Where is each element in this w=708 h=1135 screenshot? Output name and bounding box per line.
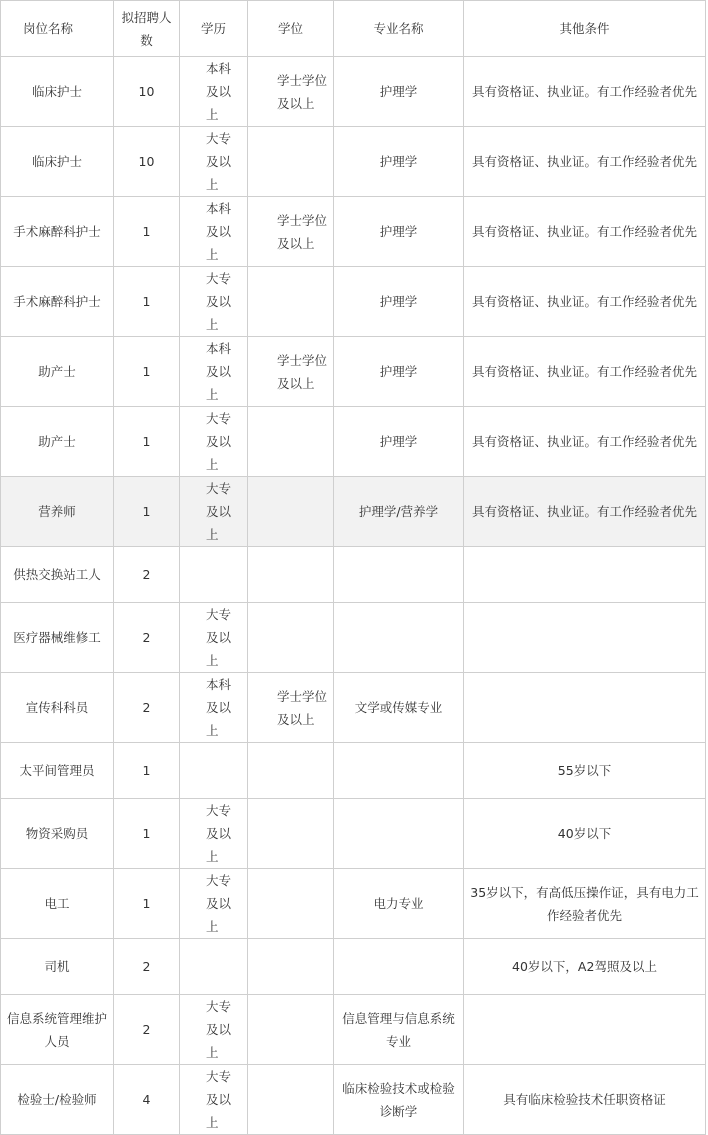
table-row (1, 939, 706, 995)
cell-other-conditions: 具有资格证、执业证。有工作经验者优先 (464, 407, 706, 477)
cell-other-conditions: 具有资格证、执业证。有工作经验者优先 (464, 477, 706, 547)
cell-position-name: 物资采购员 (1, 799, 114, 869)
cell-count: 1 (114, 799, 180, 869)
cell-degree (248, 799, 334, 869)
cell-position-name: 信息系统管理维护人员 (1, 995, 114, 1065)
cell-education: 本科及以上 (180, 673, 248, 743)
cell-count: 10 (114, 127, 180, 197)
cell-major (334, 603, 464, 673)
cell-degree: 学士学位及以上 (248, 197, 334, 267)
table-row (1, 407, 706, 477)
cell-position-name: 宣传科科员 (1, 673, 114, 743)
cell-position-name: 临床护士 (1, 57, 114, 127)
cell-major (334, 799, 464, 869)
cell-position-name: 手术麻醉科护士 (1, 267, 114, 337)
cell-major: 临床检验技术或检验诊断学 (334, 1065, 464, 1135)
cell-position-name: 电工 (1, 869, 114, 939)
table-row (1, 799, 706, 869)
header-education: 学历 (180, 1, 248, 57)
cell-position-name: 助产士 (1, 337, 114, 407)
cell-degree (248, 407, 334, 477)
table-row (1, 477, 706, 547)
table-row (1, 337, 706, 407)
cell-position-name: 太平间管理员 (1, 743, 114, 799)
cell-other-conditions (464, 995, 706, 1065)
cell-major (334, 939, 464, 995)
cell-degree (248, 477, 334, 547)
cell-count: 10 (114, 57, 180, 127)
cell-major: 信息管理与信息系统专业 (334, 995, 464, 1065)
header-count: 拟招聘人数 (114, 1, 180, 57)
cell-degree (248, 995, 334, 1065)
cell-major: 护理学 (334, 197, 464, 267)
cell-degree (248, 267, 334, 337)
cell-degree (248, 547, 334, 603)
table-row (1, 197, 706, 267)
table-row (1, 1065, 706, 1135)
cell-degree (248, 1065, 334, 1135)
cell-education: 大专及以上 (180, 995, 248, 1065)
table-row (1, 57, 706, 127)
cell-count: 2 (114, 673, 180, 743)
cell-education: 大专及以上 (180, 477, 248, 547)
cell-other-conditions (464, 673, 706, 743)
header-major: 专业名称 (334, 1, 464, 57)
table-body (1, 57, 706, 1135)
cell-education: 大专及以上 (180, 407, 248, 477)
cell-major: 护理学 (334, 127, 464, 197)
cell-major: 护理学 (334, 337, 464, 407)
cell-position-name: 手术麻醉科护士 (1, 197, 114, 267)
table-row (1, 267, 706, 337)
cell-position-name: 医疗器械维修工 (1, 603, 114, 673)
cell-position-name: 营养师 (1, 477, 114, 547)
cell-education: 大专及以上 (180, 799, 248, 869)
cell-count: 1 (114, 743, 180, 799)
cell-position-name: 司机 (1, 939, 114, 995)
cell-education: 大专及以上 (180, 267, 248, 337)
cell-other-conditions: 具有资格证、执业证。有工作经验者优先 (464, 127, 706, 197)
cell-other-conditions: 具有资格证、执业证。有工作经验者优先 (464, 337, 706, 407)
cell-major: 护理学 (334, 57, 464, 127)
cell-other-conditions (464, 603, 706, 673)
cell-degree (248, 939, 334, 995)
table-row (1, 603, 706, 673)
cell-count: 2 (114, 939, 180, 995)
cell-major (334, 743, 464, 799)
cell-other-conditions (464, 547, 706, 603)
cell-degree (248, 869, 334, 939)
cell-degree (248, 743, 334, 799)
cell-count: 1 (114, 197, 180, 267)
cell-major: 护理学/营养学 (334, 477, 464, 547)
header-other-conditions: 其他条件 (464, 1, 706, 57)
cell-major: 文学或传媒专业 (334, 673, 464, 743)
cell-count: 2 (114, 603, 180, 673)
cell-major (334, 547, 464, 603)
cell-count: 2 (114, 995, 180, 1065)
cell-count: 1 (114, 477, 180, 547)
cell-count: 1 (114, 267, 180, 337)
cell-major: 护理学 (334, 267, 464, 337)
table-header-row (1, 1, 706, 57)
cell-count: 2 (114, 547, 180, 603)
cell-education: 本科及以上 (180, 337, 248, 407)
cell-education (180, 743, 248, 799)
table-row (1, 127, 706, 197)
cell-degree (248, 127, 334, 197)
table-row (1, 673, 706, 743)
cell-position-name: 临床护士 (1, 127, 114, 197)
cell-degree: 学士学位及以上 (248, 673, 334, 743)
cell-position-name: 助产士 (1, 407, 114, 477)
cell-count: 1 (114, 337, 180, 407)
cell-other-conditions: 具有资格证、执业证。有工作经验者优先 (464, 267, 706, 337)
cell-education: 大专及以上 (180, 1065, 248, 1135)
cell-education: 大专及以上 (180, 869, 248, 939)
cell-other-conditions: 55岁以下 (464, 743, 706, 799)
cell-education (180, 547, 248, 603)
cell-education: 大专及以上 (180, 603, 248, 673)
table-row (1, 547, 706, 603)
cell-other-conditions: 具有资格证、执业证。有工作经验者优先 (464, 197, 706, 267)
cell-count: 1 (114, 407, 180, 477)
cell-other-conditions: 具有临床检验技术任职资格证 (464, 1065, 706, 1135)
cell-degree (248, 603, 334, 673)
table-row (1, 995, 706, 1065)
header-degree: 学位 (248, 1, 334, 57)
cell-position-name: 检验士/检验师 (1, 1065, 114, 1135)
cell-other-conditions: 40岁以下 (464, 799, 706, 869)
cell-degree: 学士学位及以上 (248, 57, 334, 127)
cell-major: 护理学 (334, 407, 464, 477)
table-row (1, 743, 706, 799)
cell-education (180, 939, 248, 995)
table-row (1, 869, 706, 939)
cell-education: 本科及以上 (180, 197, 248, 267)
cell-major: 电力专业 (334, 869, 464, 939)
header-position-name: 岗位名称 (1, 1, 114, 57)
cell-position-name: 供热交换站工人 (1, 547, 114, 603)
cell-count: 1 (114, 869, 180, 939)
cell-other-conditions: 35岁以下，有高低压操作证，具有电力工作经验者优先 (464, 869, 706, 939)
cell-count: 4 (114, 1065, 180, 1135)
cell-education: 大专及以上 (180, 127, 248, 197)
cell-degree: 学士学位及以上 (248, 337, 334, 407)
cell-education: 本科及以上 (180, 57, 248, 127)
cell-other-conditions: 具有资格证、执业证。有工作经验者优先 (464, 57, 706, 127)
cell-other-conditions: 40岁以下，A2驾照及以上 (464, 939, 706, 995)
